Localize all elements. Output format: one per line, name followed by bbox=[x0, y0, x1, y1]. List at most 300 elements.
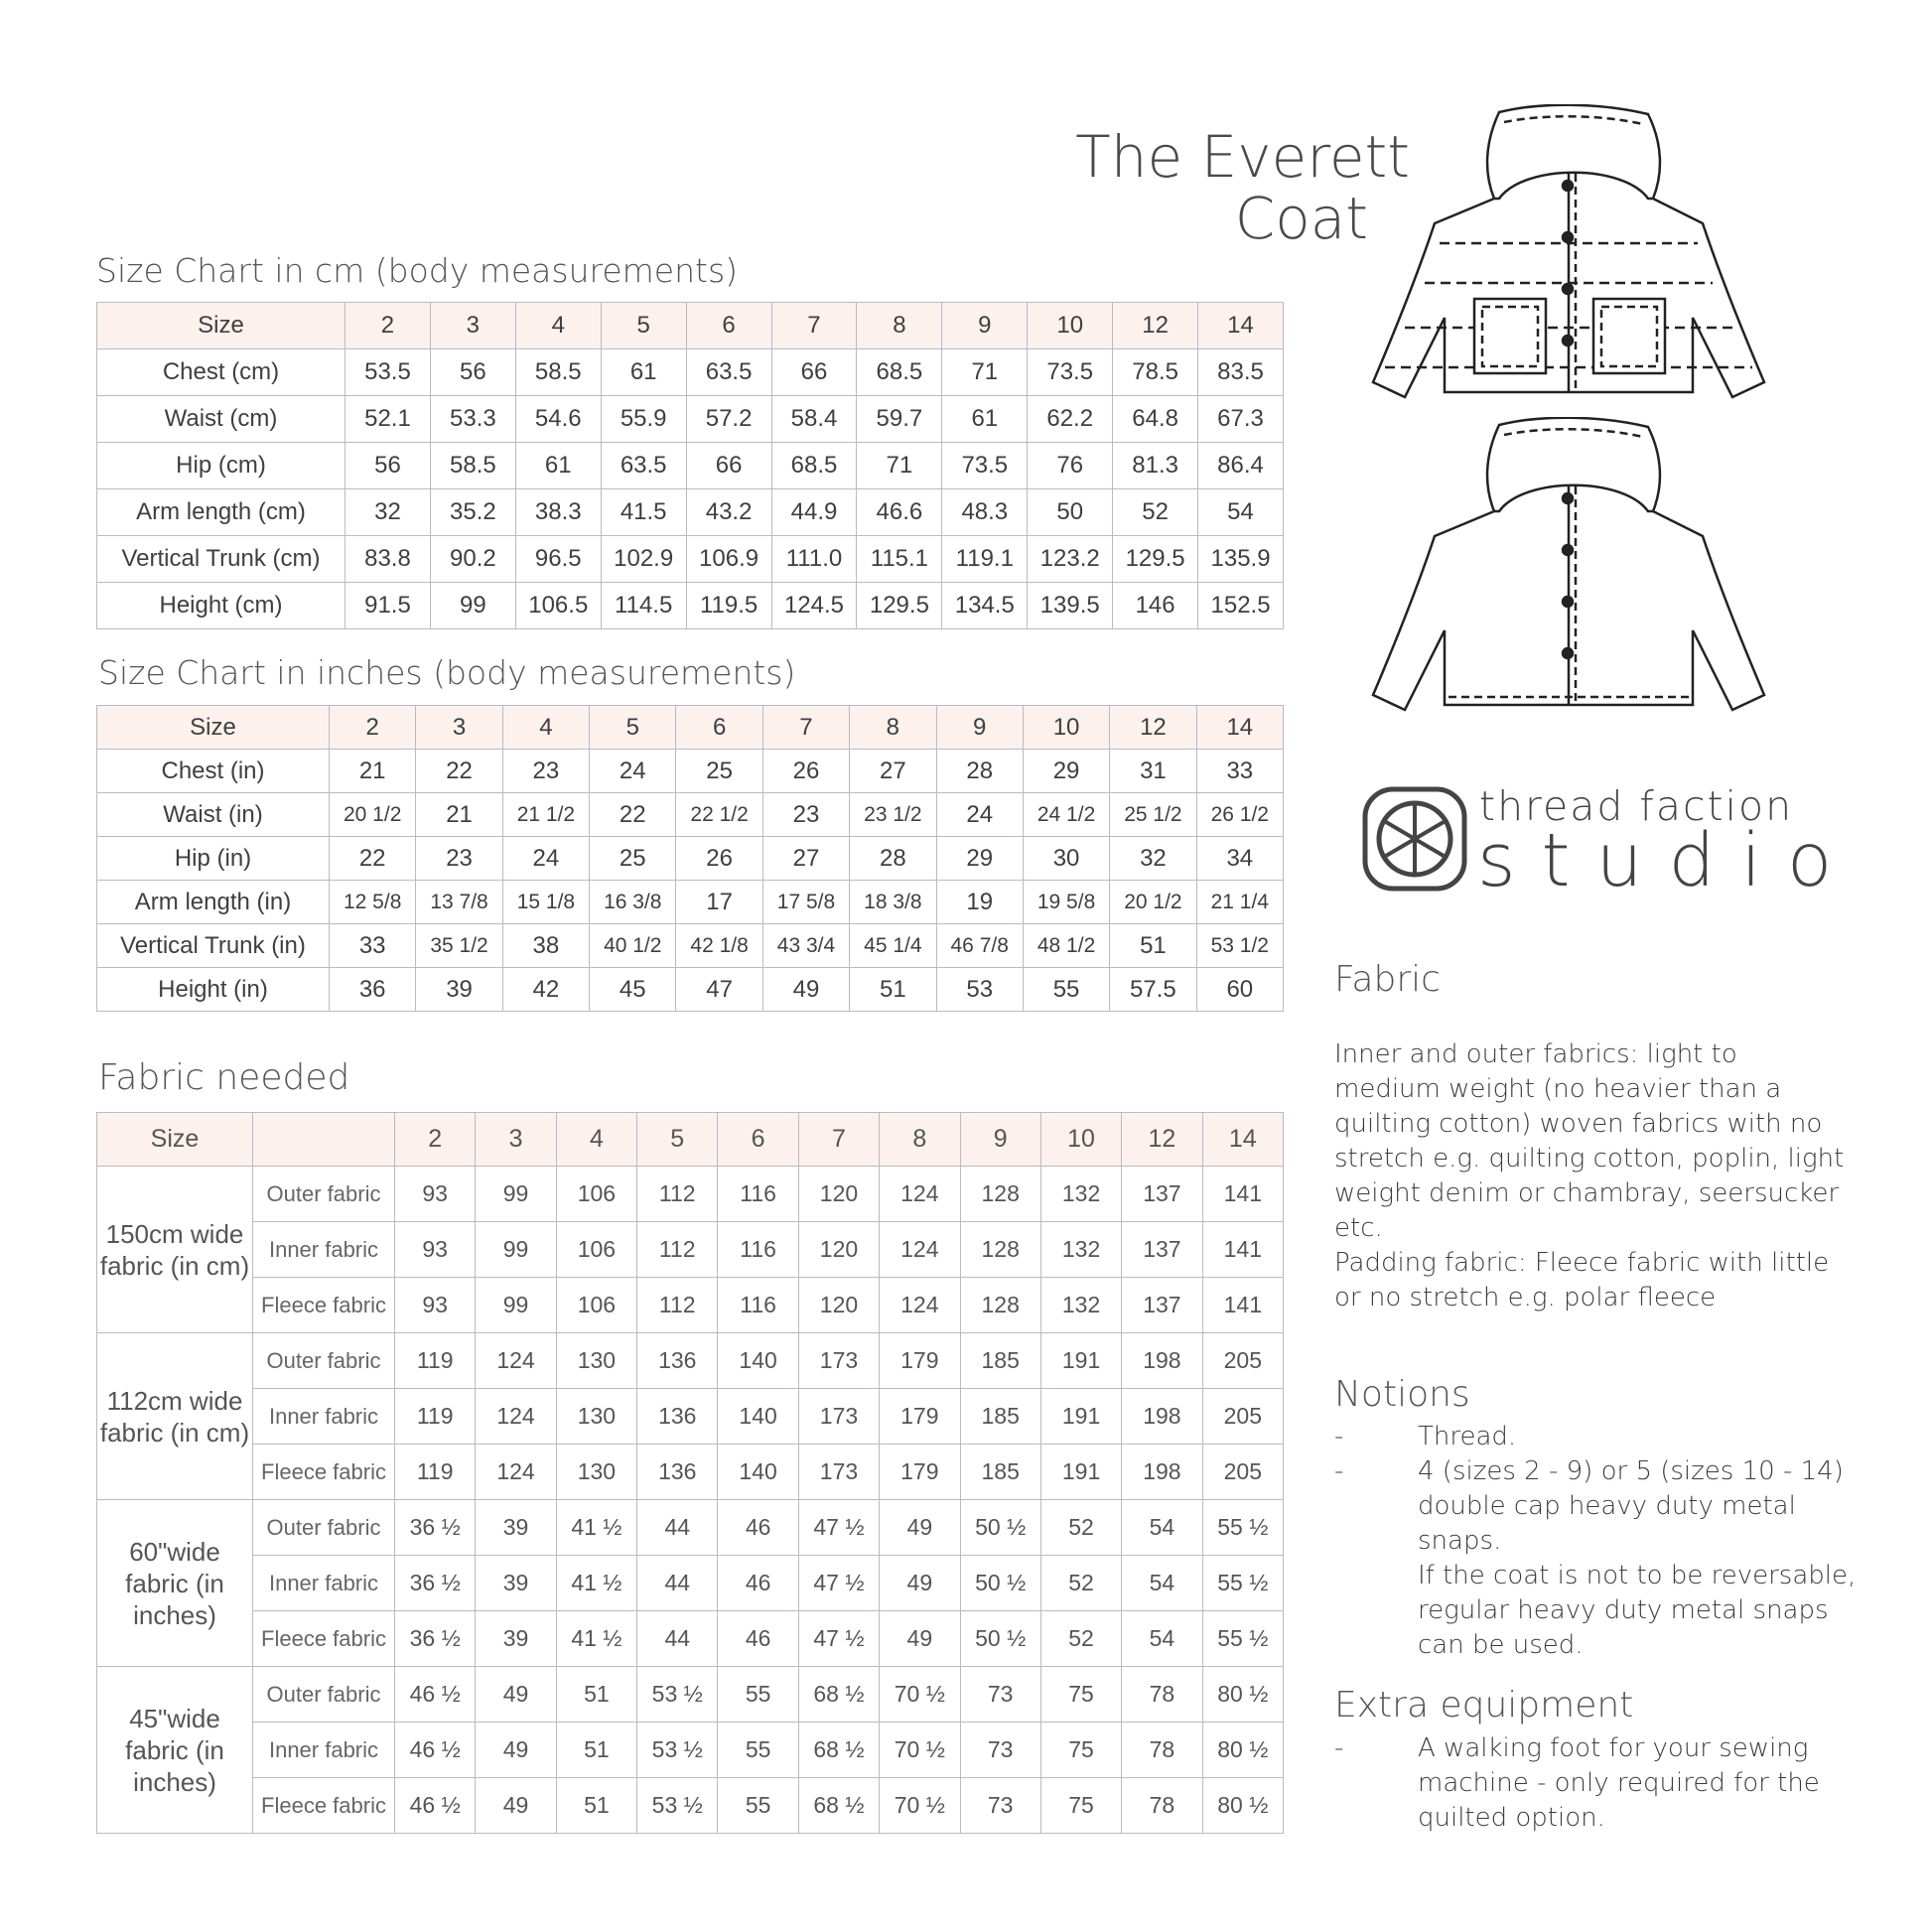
value-cell: 68.5 bbox=[771, 443, 857, 489]
header-cell: 5 bbox=[601, 303, 686, 349]
value-cell: 48.3 bbox=[942, 489, 1028, 536]
value-cell: 22 1/2 bbox=[676, 793, 762, 837]
fabric-width-group-label: 45"wide fabric (in inches) bbox=[97, 1667, 253, 1834]
value-cell: 116 bbox=[718, 1222, 798, 1278]
value-cell: 25 bbox=[676, 750, 762, 793]
fabric-row bbox=[97, 1667, 1284, 1723]
value-cell: 68.5 bbox=[857, 349, 942, 396]
value-cell: 136 bbox=[637, 1389, 718, 1445]
value-cell: 39 bbox=[476, 1556, 556, 1611]
value-cell: 23 bbox=[502, 750, 589, 793]
value-cell: 106 bbox=[556, 1167, 636, 1222]
value-cell: 99 bbox=[476, 1167, 556, 1222]
value-cell: 99 bbox=[430, 583, 515, 629]
value-cell: 106.5 bbox=[515, 583, 601, 629]
row-label-cell: Arm length (cm) bbox=[97, 489, 345, 536]
value-cell: 70 ½ bbox=[880, 1667, 960, 1723]
header-cell: 14 bbox=[1198, 303, 1284, 349]
fabric-row bbox=[97, 1778, 1284, 1834]
row-label-cell: Chest (in) bbox=[97, 750, 330, 793]
value-cell: 198 bbox=[1122, 1445, 1202, 1500]
value-cell: 32 bbox=[345, 489, 431, 536]
fabric-row bbox=[97, 1167, 1284, 1222]
value-cell: 120 bbox=[798, 1278, 879, 1333]
value-cell: 66 bbox=[686, 443, 771, 489]
row-label-cell: Height (cm) bbox=[97, 583, 345, 629]
value-cell: 124 bbox=[880, 1167, 960, 1222]
fabric-paragraph-2: Padding fabric: Fleece fabric with little or no stretch e.g. polar fleece bbox=[1334, 1248, 1830, 1312]
inch-chart-heading: Size Chart in inches (body measurements) bbox=[98, 653, 796, 692]
fabric-row bbox=[97, 1445, 1284, 1500]
value-cell: 140 bbox=[718, 1389, 798, 1445]
fabric-row bbox=[97, 1556, 1284, 1611]
title-line-1: The Everett bbox=[1075, 123, 1410, 191]
fabric-type-cell: Outer fabric bbox=[253, 1167, 395, 1222]
value-cell: 75 bbox=[1040, 1667, 1121, 1723]
value-cell: 44 bbox=[637, 1556, 718, 1611]
header-cell: 7 bbox=[762, 706, 849, 750]
value-cell: 91.5 bbox=[345, 583, 431, 629]
value-cell: 185 bbox=[960, 1389, 1040, 1445]
value-cell: 55 bbox=[1023, 968, 1109, 1012]
value-cell: 90.2 bbox=[430, 536, 515, 583]
value-cell: 59.7 bbox=[857, 396, 942, 443]
value-cell: 55 bbox=[718, 1667, 798, 1723]
fabric-width-group-label: 150cm wide fabric (in cm) bbox=[97, 1167, 253, 1333]
value-cell: 140 bbox=[718, 1445, 798, 1500]
value-cell: 53 ½ bbox=[637, 1667, 718, 1723]
value-cell: 130 bbox=[556, 1333, 636, 1389]
row-label-cell: Vertical Trunk (in) bbox=[97, 924, 330, 968]
header-cell: 12 bbox=[1122, 1113, 1202, 1167]
header-cell: 10 bbox=[1040, 1113, 1121, 1167]
value-cell: 38 bbox=[502, 924, 589, 968]
value-cell: 141 bbox=[1202, 1222, 1283, 1278]
value-cell: 70 ½ bbox=[880, 1778, 960, 1834]
fabric-row bbox=[97, 1500, 1284, 1556]
value-cell: 20 1/2 bbox=[330, 793, 416, 837]
header-cell: Size bbox=[97, 1113, 253, 1167]
header-cell: Size bbox=[97, 303, 345, 349]
value-cell: 128 bbox=[960, 1222, 1040, 1278]
value-cell: 47 bbox=[676, 968, 762, 1012]
fabric-type-cell: Fleece fabric bbox=[253, 1611, 395, 1667]
value-cell: 43 3/4 bbox=[762, 924, 849, 968]
value-cell: 61 bbox=[601, 349, 686, 396]
value-cell: 132 bbox=[1040, 1222, 1121, 1278]
value-cell: 78 bbox=[1122, 1778, 1202, 1834]
fabric-type-cell: Inner fabric bbox=[253, 1723, 395, 1778]
value-cell: 173 bbox=[798, 1389, 879, 1445]
cm-row bbox=[97, 489, 1284, 536]
value-cell: 53 bbox=[936, 968, 1023, 1012]
value-cell: 55 ½ bbox=[1202, 1556, 1283, 1611]
value-cell: 83.8 bbox=[345, 536, 431, 583]
value-cell: 61 bbox=[942, 396, 1028, 443]
cm-row bbox=[97, 536, 1284, 583]
value-cell: 60 bbox=[1196, 968, 1283, 1012]
value-cell: 185 bbox=[960, 1445, 1040, 1500]
quilted-coat-illustration bbox=[1365, 104, 1782, 402]
value-cell: 24 bbox=[936, 793, 1023, 837]
fabric-heading: Fabric bbox=[1334, 959, 1441, 1000]
value-cell: 54 bbox=[1122, 1556, 1202, 1611]
value-cell: 71 bbox=[942, 349, 1028, 396]
fabric-type-cell: Inner fabric bbox=[253, 1556, 395, 1611]
value-cell: 73 bbox=[960, 1778, 1040, 1834]
value-cell: 19 bbox=[936, 881, 1023, 924]
value-cell: 124 bbox=[476, 1445, 556, 1500]
value-cell: 47 ½ bbox=[798, 1500, 879, 1556]
value-cell: 54 bbox=[1122, 1611, 1202, 1667]
header-cell: 5 bbox=[637, 1113, 718, 1167]
value-cell: 179 bbox=[880, 1333, 960, 1389]
value-cell: 75 bbox=[1040, 1778, 1121, 1834]
plain-coat-illustration bbox=[1365, 417, 1782, 715]
fabric-width-group-label: 112cm wide fabric (in cm) bbox=[97, 1333, 253, 1500]
value-cell: 124.5 bbox=[771, 583, 857, 629]
value-cell: 56 bbox=[345, 443, 431, 489]
value-cell: 130 bbox=[556, 1445, 636, 1500]
value-cell: 58.5 bbox=[515, 349, 601, 396]
fabric-type-cell: Fleece fabric bbox=[253, 1278, 395, 1333]
value-cell: 96.5 bbox=[515, 536, 601, 583]
value-cell: 15 1/8 bbox=[502, 881, 589, 924]
value-cell: 61 bbox=[515, 443, 601, 489]
value-cell: 73.5 bbox=[942, 443, 1028, 489]
value-cell: 146 bbox=[1113, 583, 1198, 629]
value-cell: 57.2 bbox=[686, 396, 771, 443]
value-cell: 68 ½ bbox=[798, 1723, 879, 1778]
value-cell: 41 ½ bbox=[556, 1500, 636, 1556]
value-cell: 111.0 bbox=[771, 536, 857, 583]
value-cell: 55 ½ bbox=[1202, 1611, 1283, 1667]
value-cell: 46 bbox=[718, 1611, 798, 1667]
value-cell: 173 bbox=[798, 1445, 879, 1500]
value-cell: 99 bbox=[476, 1278, 556, 1333]
value-cell: 99 bbox=[476, 1222, 556, 1278]
fabric-type-cell: Outer fabric bbox=[253, 1667, 395, 1723]
inch-size-chart bbox=[96, 705, 1284, 1012]
value-cell: 191 bbox=[1040, 1333, 1121, 1389]
value-cell: 140 bbox=[718, 1333, 798, 1389]
value-cell: 31 bbox=[1110, 750, 1196, 793]
value-cell: 116 bbox=[718, 1278, 798, 1333]
value-cell: 44 bbox=[637, 1500, 718, 1556]
value-cell: 81.3 bbox=[1113, 443, 1198, 489]
value-cell: 123.2 bbox=[1028, 536, 1113, 583]
value-cell: 49 bbox=[476, 1667, 556, 1723]
value-cell: 45 1/4 bbox=[850, 924, 936, 968]
header-cell: 10 bbox=[1023, 706, 1109, 750]
value-cell: 124 bbox=[880, 1222, 960, 1278]
value-cell: 18 3/8 bbox=[850, 881, 936, 924]
value-cell: 39 bbox=[416, 968, 502, 1012]
value-cell: 51 bbox=[556, 1667, 636, 1723]
value-cell: 78 bbox=[1122, 1667, 1202, 1723]
value-cell: 41.5 bbox=[601, 489, 686, 536]
value-cell: 53 1/2 bbox=[1196, 924, 1283, 968]
notion-item: - 4 (sizes 2 - 9) or 5 (sizes 10 - 14) double cap heavy duty metal snaps. bbox=[1334, 1456, 1844, 1556]
value-cell: 71 bbox=[857, 443, 942, 489]
fabric-needed-heading: Fabric needed bbox=[98, 1057, 350, 1098]
value-cell: 24 1/2 bbox=[1023, 793, 1109, 837]
value-cell: 205 bbox=[1202, 1333, 1283, 1389]
equipment-item: - A walking foot for your sewing machine - only required for the quilted option. bbox=[1334, 1733, 1820, 1833]
value-cell: 93 bbox=[395, 1167, 476, 1222]
notions-list bbox=[1334, 1420, 1870, 1663]
value-cell: 68 ½ bbox=[798, 1667, 879, 1723]
value-cell: 49 bbox=[880, 1500, 960, 1556]
value-cell: 49 bbox=[476, 1723, 556, 1778]
value-cell: 102.9 bbox=[601, 536, 686, 583]
value-cell: 80 ½ bbox=[1202, 1723, 1283, 1778]
value-cell: 45 bbox=[590, 968, 676, 1012]
value-cell: 23 bbox=[762, 793, 849, 837]
value-cell: 55.9 bbox=[601, 396, 686, 443]
logo-text-bottom: studio bbox=[1477, 818, 1859, 903]
value-cell: 47 ½ bbox=[798, 1556, 879, 1611]
value-cell: 25 1/2 bbox=[1110, 793, 1196, 837]
value-cell: 50 ½ bbox=[960, 1500, 1040, 1556]
fabric-row bbox=[97, 1278, 1284, 1333]
value-cell: 52 bbox=[1040, 1611, 1121, 1667]
value-cell: 73 bbox=[960, 1667, 1040, 1723]
value-cell: 179 bbox=[880, 1445, 960, 1500]
value-cell: 55 ½ bbox=[1202, 1500, 1283, 1556]
value-cell: 54.6 bbox=[515, 396, 601, 443]
value-cell: 63.5 bbox=[686, 349, 771, 396]
value-cell: 17 5/8 bbox=[762, 881, 849, 924]
fabric-needed-chart bbox=[96, 1112, 1284, 1834]
value-cell: 136 bbox=[637, 1333, 718, 1389]
header-cell: 6 bbox=[718, 1113, 798, 1167]
value-cell: 51 bbox=[556, 1778, 636, 1834]
value-cell: 115.1 bbox=[857, 536, 942, 583]
value-cell: 27 bbox=[850, 750, 936, 793]
header-cell: 12 bbox=[1113, 303, 1198, 349]
fabric-type-cell: Fleece fabric bbox=[253, 1445, 395, 1500]
value-cell: 36 ½ bbox=[395, 1556, 476, 1611]
row-label-cell: Arm length (in) bbox=[97, 881, 330, 924]
value-cell: 30 bbox=[1023, 837, 1109, 881]
value-cell: 62.2 bbox=[1028, 396, 1113, 443]
header-cell: 7 bbox=[798, 1113, 879, 1167]
value-cell: 39 bbox=[476, 1611, 556, 1667]
value-cell: 124 bbox=[476, 1333, 556, 1389]
header-cell: Size bbox=[97, 706, 330, 750]
value-cell: 46 bbox=[718, 1556, 798, 1611]
header-cell: 7 bbox=[771, 303, 857, 349]
value-cell: 13 7/8 bbox=[416, 881, 502, 924]
value-cell: 41 ½ bbox=[556, 1611, 636, 1667]
inch-row bbox=[97, 881, 1284, 924]
value-cell: 46 ½ bbox=[395, 1723, 476, 1778]
value-cell: 120 bbox=[798, 1222, 879, 1278]
value-cell: 120 bbox=[798, 1167, 879, 1222]
extra-equipment-heading: Extra equipment bbox=[1334, 1685, 1634, 1725]
value-cell: 112 bbox=[637, 1278, 718, 1333]
value-cell: 29 bbox=[936, 837, 1023, 881]
header-cell bbox=[253, 1113, 395, 1167]
value-cell: 63.5 bbox=[601, 443, 686, 489]
fabric-type-cell: Inner fabric bbox=[253, 1389, 395, 1445]
value-cell: 80 ½ bbox=[1202, 1667, 1283, 1723]
header-cell: 3 bbox=[430, 303, 515, 349]
inch-row bbox=[97, 793, 1284, 837]
cm-row bbox=[97, 349, 1284, 396]
value-cell: 26 bbox=[762, 750, 849, 793]
value-cell: 46 bbox=[718, 1500, 798, 1556]
value-cell: 119 bbox=[395, 1389, 476, 1445]
value-cell: 51 bbox=[850, 968, 936, 1012]
value-cell: 86.4 bbox=[1198, 443, 1284, 489]
value-cell: 23 1/2 bbox=[850, 793, 936, 837]
value-cell: 49 bbox=[880, 1611, 960, 1667]
inch-row bbox=[97, 837, 1284, 881]
value-cell: 54 bbox=[1122, 1500, 1202, 1556]
inch-row bbox=[97, 968, 1284, 1012]
value-cell: 58.5 bbox=[430, 443, 515, 489]
value-cell: 114.5 bbox=[601, 583, 686, 629]
value-cell: 26 1/2 bbox=[1196, 793, 1283, 837]
value-cell: 46 ½ bbox=[395, 1778, 476, 1834]
value-cell: 119.1 bbox=[942, 536, 1028, 583]
value-cell: 40 1/2 bbox=[590, 924, 676, 968]
value-cell: 39 bbox=[476, 1500, 556, 1556]
inch-row bbox=[97, 750, 1284, 793]
value-cell: 57.5 bbox=[1110, 968, 1196, 1012]
value-cell: 17 bbox=[676, 881, 762, 924]
value-cell: 205 bbox=[1202, 1445, 1283, 1500]
row-label-cell: Hip (cm) bbox=[97, 443, 345, 489]
value-cell: 106.9 bbox=[686, 536, 771, 583]
value-cell: 68 ½ bbox=[798, 1778, 879, 1834]
lemon-slice-logo-icon bbox=[1360, 784, 1469, 894]
header-cell: 9 bbox=[942, 303, 1028, 349]
fabric-row bbox=[97, 1333, 1284, 1389]
value-cell: 129.5 bbox=[1113, 536, 1198, 583]
value-cell: 19 5/8 bbox=[1023, 881, 1109, 924]
value-cell: 132 bbox=[1040, 1167, 1121, 1222]
header-cell: 12 bbox=[1110, 706, 1196, 750]
value-cell: 66 bbox=[771, 349, 857, 396]
value-cell: 135.9 bbox=[1198, 536, 1284, 583]
fabric-type-cell: Outer fabric bbox=[253, 1333, 395, 1389]
row-label-cell: Vertical Trunk (cm) bbox=[97, 536, 345, 583]
value-cell: 106 bbox=[556, 1278, 636, 1333]
title-line-2: Coat bbox=[1234, 185, 1368, 252]
value-cell: 106 bbox=[556, 1222, 636, 1278]
value-cell: 136 bbox=[637, 1445, 718, 1500]
value-cell: 54 bbox=[1198, 489, 1284, 536]
value-cell: 56 bbox=[430, 349, 515, 396]
row-label-cell: Waist (in) bbox=[97, 793, 330, 837]
value-cell: 27 bbox=[762, 837, 849, 881]
value-cell: 124 bbox=[880, 1278, 960, 1333]
value-cell: 173 bbox=[798, 1333, 879, 1389]
header-cell: 8 bbox=[880, 1113, 960, 1167]
notion-item: - Thread. bbox=[1334, 1422, 1517, 1451]
header-cell: 4 bbox=[515, 303, 601, 349]
value-cell: 43.2 bbox=[686, 489, 771, 536]
value-cell: 22 bbox=[416, 750, 502, 793]
page-title bbox=[1042, 123, 1410, 252]
value-cell: 38.3 bbox=[515, 489, 601, 536]
value-cell: 47 ½ bbox=[798, 1611, 879, 1667]
value-cell: 51 bbox=[1110, 924, 1196, 968]
value-cell: 191 bbox=[1040, 1445, 1121, 1500]
value-cell: 35.2 bbox=[430, 489, 515, 536]
value-cell: 25 bbox=[590, 837, 676, 881]
fabric-header-row bbox=[97, 1113, 1284, 1167]
value-cell: 205 bbox=[1202, 1389, 1283, 1445]
value-cell: 116 bbox=[718, 1167, 798, 1222]
header-cell: 8 bbox=[850, 706, 936, 750]
row-label-cell: Hip (in) bbox=[97, 837, 330, 881]
value-cell: 20 1/2 bbox=[1110, 881, 1196, 924]
value-cell: 152.5 bbox=[1198, 583, 1284, 629]
value-cell: 24 bbox=[590, 750, 676, 793]
header-cell: 3 bbox=[416, 706, 502, 750]
value-cell: 128 bbox=[960, 1278, 1040, 1333]
value-cell: 137 bbox=[1122, 1167, 1202, 1222]
value-cell: 83.5 bbox=[1198, 349, 1284, 396]
value-cell: 21 bbox=[416, 793, 502, 837]
cm-header-row bbox=[97, 303, 1284, 349]
logo-text-top: thread faction bbox=[1479, 782, 1794, 830]
value-cell: 119 bbox=[395, 1445, 476, 1500]
fabric-type-cell: Outer fabric bbox=[253, 1500, 395, 1556]
fabric-type-cell: Fleece fabric bbox=[253, 1778, 395, 1834]
header-cell: 2 bbox=[345, 303, 431, 349]
notion-note: If the coat is not to be reversable, regular heavy duty metal snaps can be used. bbox=[1418, 1561, 1857, 1660]
value-cell: 64.8 bbox=[1113, 396, 1198, 443]
value-cell: 198 bbox=[1122, 1333, 1202, 1389]
header-cell: 4 bbox=[502, 706, 589, 750]
value-cell: 41 ½ bbox=[556, 1556, 636, 1611]
value-cell: 93 bbox=[395, 1278, 476, 1333]
value-cell: 44 bbox=[637, 1611, 718, 1667]
value-cell: 80 ½ bbox=[1202, 1778, 1283, 1834]
value-cell: 49 bbox=[476, 1778, 556, 1834]
header-cell: 2 bbox=[395, 1113, 476, 1167]
value-cell: 46.6 bbox=[857, 489, 942, 536]
value-cell: 46 7/8 bbox=[936, 924, 1023, 968]
cm-size-chart bbox=[96, 302, 1284, 629]
value-cell: 32 bbox=[1110, 837, 1196, 881]
value-cell: 129.5 bbox=[857, 583, 942, 629]
value-cell: 112 bbox=[637, 1167, 718, 1222]
value-cell: 119 bbox=[395, 1333, 476, 1389]
value-cell: 53 ½ bbox=[637, 1778, 718, 1834]
value-cell: 55 bbox=[718, 1778, 798, 1834]
value-cell: 50 bbox=[1028, 489, 1113, 536]
value-cell: 58.4 bbox=[771, 396, 857, 443]
value-cell: 22 bbox=[590, 793, 676, 837]
value-cell: 134.5 bbox=[942, 583, 1028, 629]
header-cell: 14 bbox=[1196, 706, 1283, 750]
value-cell: 24 bbox=[502, 837, 589, 881]
fabric-width-group-label: 60"wide fabric (in inches) bbox=[97, 1500, 253, 1667]
row-label-cell: Waist (cm) bbox=[97, 396, 345, 443]
value-cell: 34 bbox=[1196, 837, 1283, 881]
header-cell: 8 bbox=[857, 303, 942, 349]
cm-chart-heading: Size Chart in cm (body measurements) bbox=[96, 251, 739, 290]
value-cell: 124 bbox=[476, 1389, 556, 1445]
value-cell: 130 bbox=[556, 1389, 636, 1445]
cm-row bbox=[97, 396, 1284, 443]
